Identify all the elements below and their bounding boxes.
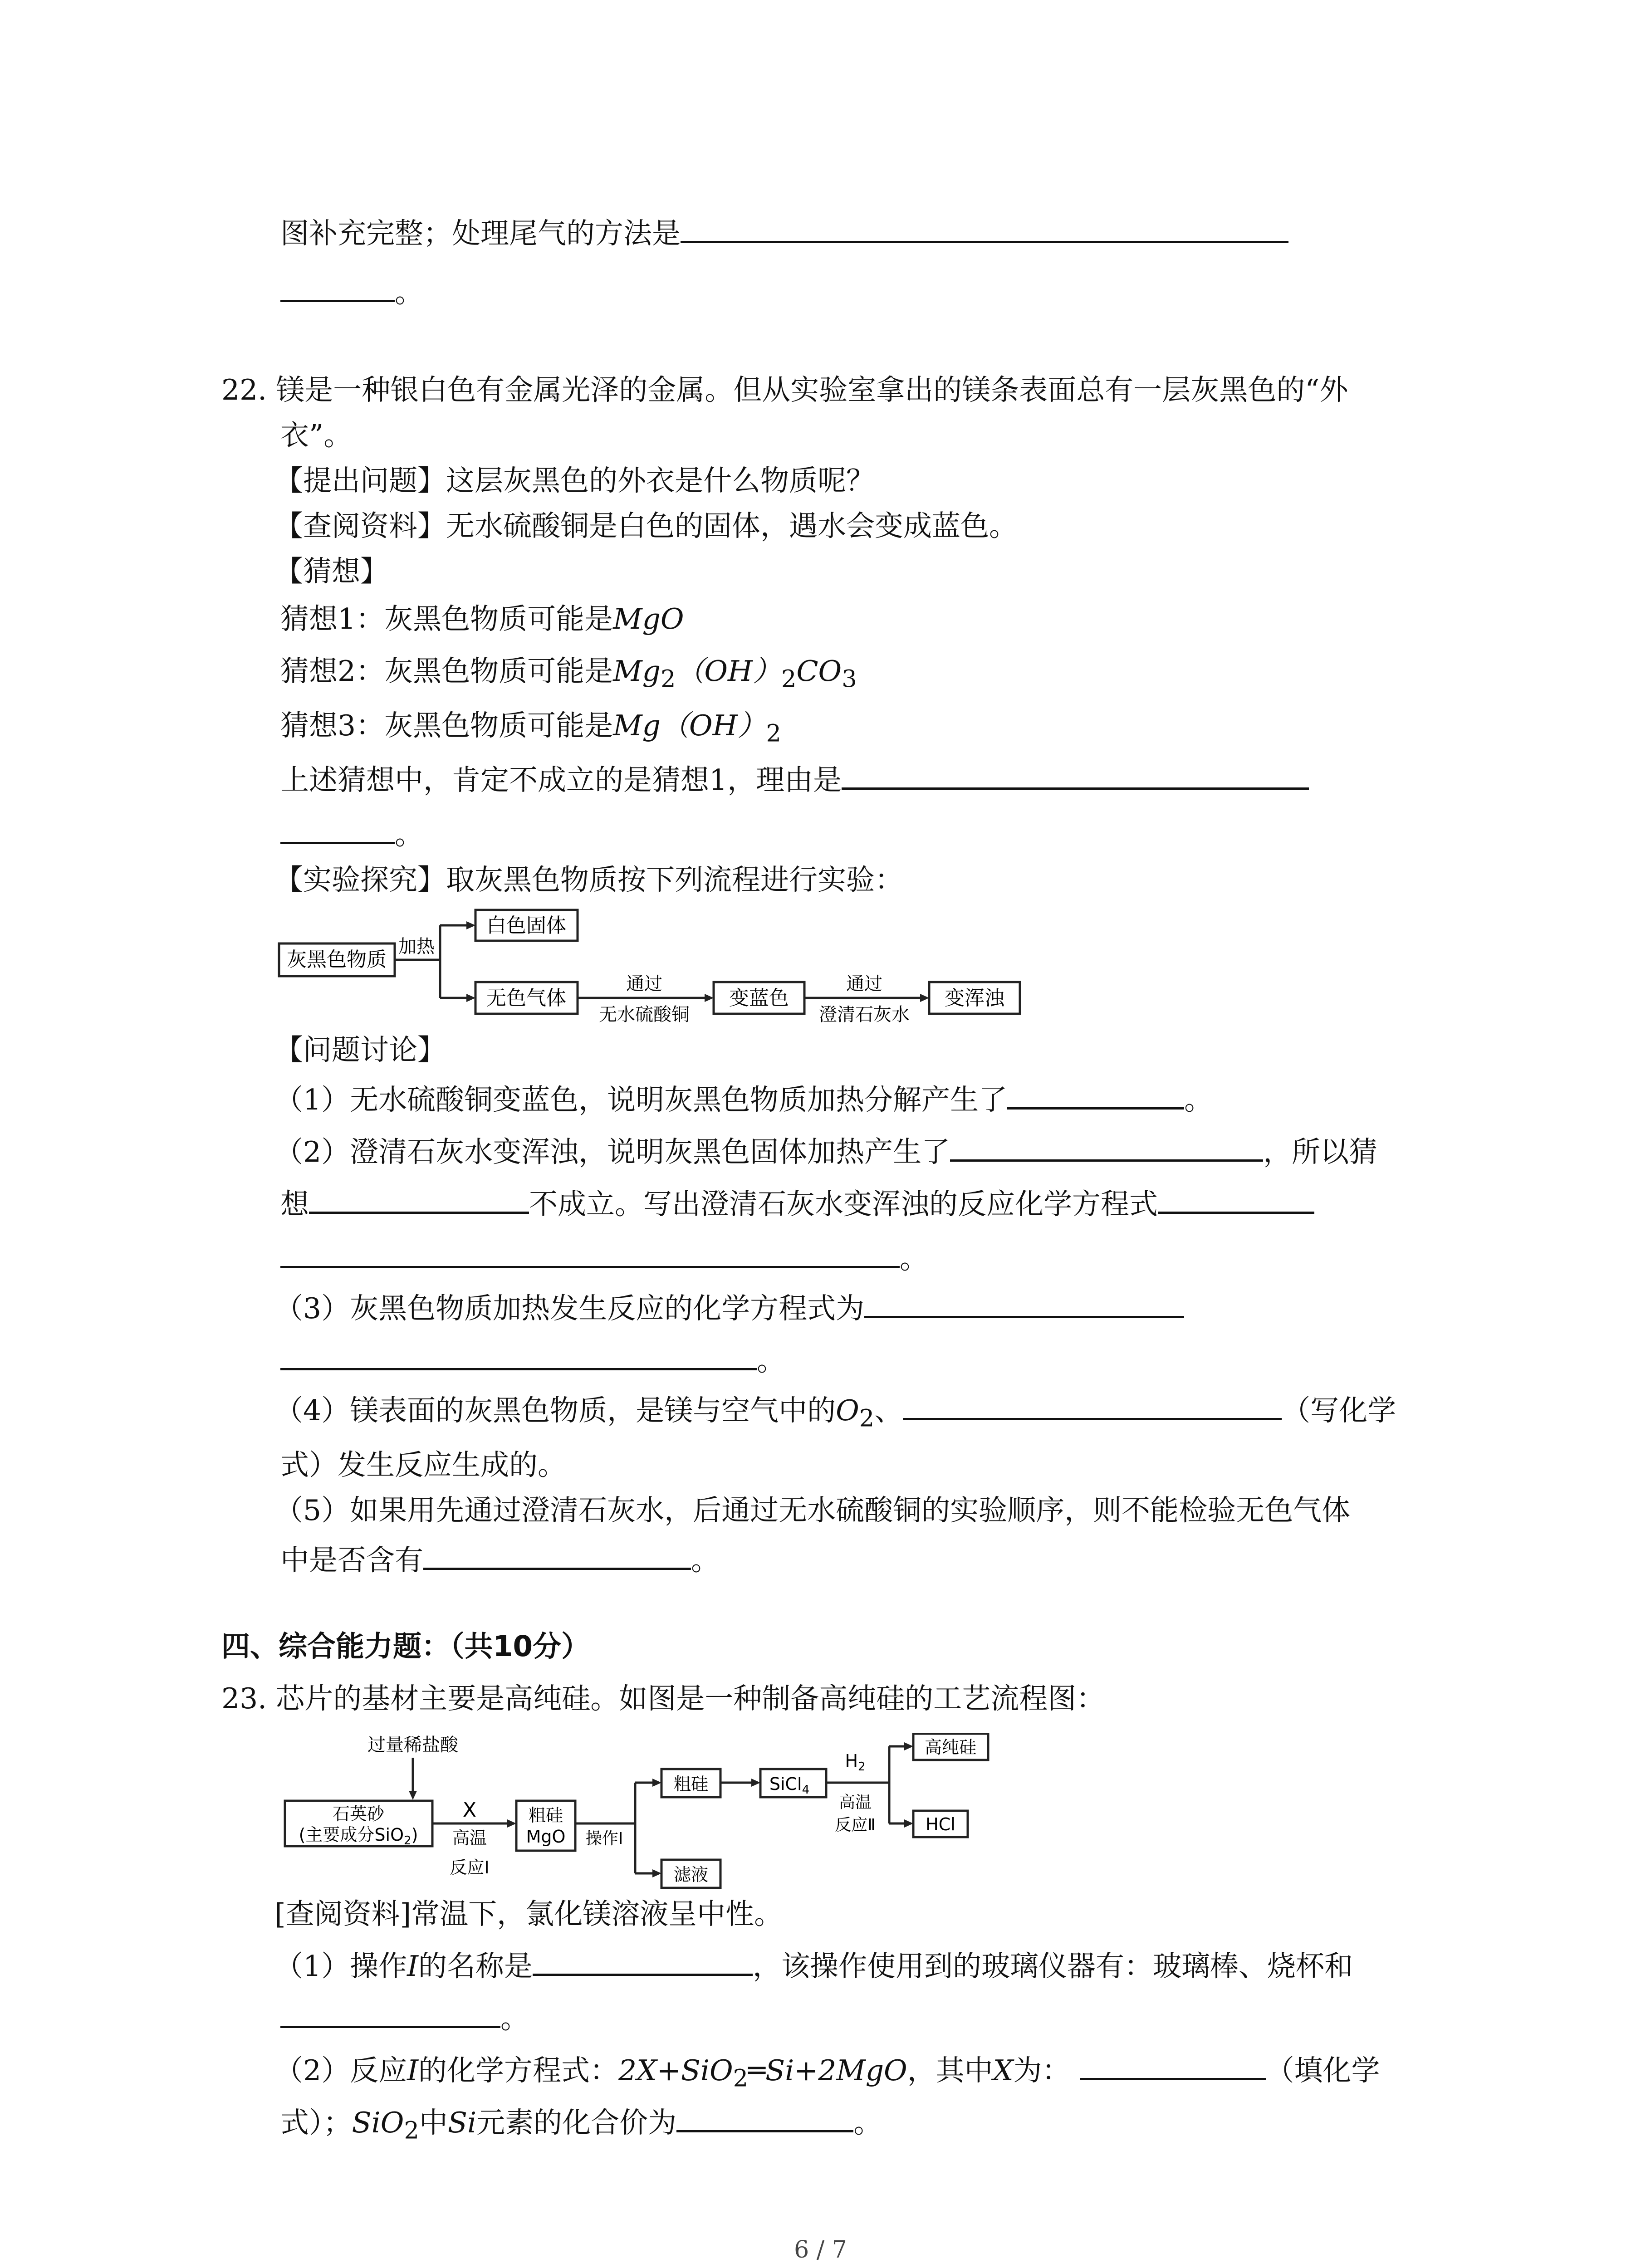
top-line-2: 。 bbox=[280, 274, 423, 311]
svg-text:高温: 高温 bbox=[838, 1793, 872, 1812]
svg-text:滤液: 滤液 bbox=[673, 1865, 709, 1885]
svg-text:无色气体: 无色气体 bbox=[486, 987, 566, 1010]
answer-blank[interactable] bbox=[280, 1243, 900, 1268]
q22-intro-line-2: 衣”。 bbox=[280, 419, 353, 452]
svg-text:反应Ⅱ: 反应Ⅱ bbox=[835, 1816, 876, 1834]
svg-text:X: X bbox=[462, 1799, 477, 1822]
top-line-1: 图补充完整；处理尾气的方法是 bbox=[280, 215, 1288, 252]
q22-info: 【查阅资料】无水硫酸铜是白色的固体，遇水会变成蓝色。 bbox=[274, 509, 1018, 543]
answer-blank[interactable] bbox=[423, 1545, 691, 1570]
svg-text:操作Ⅰ: 操作Ⅰ bbox=[585, 1829, 623, 1848]
svg-text:(主要成分SiO2): (主要成分SiO$_2$) bbox=[299, 1825, 418, 1848]
svg-text:变浑浊: 变浑浊 bbox=[945, 987, 1004, 1010]
answer-blank[interactable] bbox=[280, 2003, 500, 2028]
answer-blank[interactable] bbox=[1158, 1189, 1314, 1214]
answer-blank[interactable] bbox=[1007, 1085, 1184, 1110]
svg-text:澄清石灰水: 澄清石灰水 bbox=[819, 1004, 910, 1025]
q23-part-1-line-2: 。 bbox=[280, 2000, 529, 2037]
answer-blank[interactable] bbox=[1080, 2055, 1266, 2080]
q22-part-2-line-3: 。 bbox=[280, 1241, 928, 1277]
q23-info: [查阅资料]常温下，氯化镁溶液呈中性。 bbox=[274, 1897, 783, 1931]
q22-guess-1: 猜想1：灰黑色物质可能是MgO bbox=[280, 602, 684, 635]
svg-text:MgO: MgO bbox=[526, 1827, 566, 1847]
question-number: 23. bbox=[221, 1682, 267, 1715]
svg-text:HCl: HCl bbox=[926, 1814, 955, 1834]
svg-text:无水硫酸铜: 无水硫酸铜 bbox=[599, 1004, 690, 1025]
svg-text:H2: $H_2$ bbox=[845, 1751, 866, 1774]
q22-part-5-line-1: （5）如果用先通过澄清石灰水，后通过无水硫酸铜的实验顺序，则不能检验无色气体 bbox=[274, 1494, 1351, 1527]
answer-blank[interactable] bbox=[280, 277, 395, 302]
q22-part-3-line-2: 。 bbox=[280, 1343, 785, 1379]
q22-guess-2: 猜想2：灰黑色物质可能是$Mg_2(OH)_2CO_3$ bbox=[280, 655, 857, 693]
q22-intro-line-1: 22. 镁是一种银白色有金属光泽的金属。但从实验室拿出的镁条表面总有一层灰黑色的“外 bbox=[221, 373, 1348, 406]
q22-part-4-line-2: 式）发生反应生成的。 bbox=[280, 1448, 566, 1481]
q22-guess-3: 猜想3：灰黑色物质可能是$Mg(OH)_2$ bbox=[280, 709, 781, 748]
answer-blank[interactable] bbox=[533, 1951, 753, 1976]
q23-intro: 23. 芯片的基材主要是高纯硅。如图是一种制备高纯硅的工艺流程图： bbox=[221, 1682, 1105, 1715]
svg-text:过量稀盐酸: 过量稀盐酸 bbox=[367, 1735, 458, 1755]
q22-raise: 【提出问题】这层灰黑色的外衣是什么物质呢？ bbox=[274, 464, 875, 497]
page-number: 6 / 7 bbox=[794, 2236, 847, 2263]
q22-part-3-line-1: （3）灰黑色物质加热发生反应的化学方程式为 bbox=[274, 1290, 1184, 1327]
question-number: 22. bbox=[221, 373, 267, 406]
answer-blank[interactable] bbox=[309, 1189, 529, 1214]
svg-text:粗硅: 粗硅 bbox=[528, 1805, 563, 1825]
svg-text:粗硅: 粗硅 bbox=[673, 1774, 709, 1794]
q23-part-1-line-1: （1）操作I的名称是 ，该操作使用到的玻璃仪器有：玻璃棒、烧杯和 bbox=[274, 1950, 1353, 1983]
svg-text:石英砂: 石英砂 bbox=[332, 1804, 385, 1824]
q22-part-2-line-2: 想 不成立。写出澄清石灰水变浑浊的反应化学方程式 bbox=[280, 1186, 1314, 1222]
svg-text:反应Ⅰ: 反应Ⅰ bbox=[450, 1857, 490, 1877]
q22-part-2-line-1: （2）澄清石灰水变浑浊，说明灰黑色固体加热产生了 ，所以猜 bbox=[274, 1135, 1378, 1168]
svg-text:加热: 加热 bbox=[398, 936, 435, 957]
q22-flow-diagram bbox=[272, 907, 1066, 1034]
answer-blank[interactable] bbox=[864, 1293, 1184, 1318]
q22-reject-end: 。 bbox=[280, 816, 423, 853]
q23-part-2-line-2: 式）；SiO$_2$中Si元素的化合价为 。 bbox=[280, 2106, 882, 2145]
answer-blank[interactable] bbox=[280, 819, 395, 844]
answer-blank[interactable] bbox=[950, 1137, 1263, 1162]
q22-guess-head: 【猜想】 bbox=[274, 555, 389, 588]
svg-text:通过: 通过 bbox=[846, 973, 882, 994]
svg-text:白色固体: 白色固体 bbox=[486, 914, 566, 937]
answer-blank[interactable] bbox=[280, 1345, 757, 1370]
svg-text:灰黑色物质: 灰黑色物质 bbox=[287, 948, 387, 971]
answer-blank[interactable] bbox=[681, 218, 1288, 243]
svg-text:高纯硅: 高纯硅 bbox=[924, 1737, 977, 1757]
q22-part-5-line-2: 中是否含有 。 bbox=[280, 1544, 720, 1577]
svg-text:通过: 通过 bbox=[626, 973, 662, 994]
answer-blank[interactable] bbox=[676, 2107, 853, 2132]
svg-text:变蓝色: 变蓝色 bbox=[729, 987, 789, 1010]
q23-part-2-line-1: （2）反应I的化学方程式：2X+SiO$_2$═Si+2MgO，其中X为： （填化学 bbox=[274, 2054, 1380, 2092]
q22-part-4-line-1: （4）镁表面的灰黑色物质，是镁与空气中的$O_2$、 （写化学 bbox=[274, 1394, 1396, 1432]
svg-text:高温: 高温 bbox=[452, 1828, 487, 1848]
answer-blank[interactable] bbox=[903, 1395, 1282, 1420]
q22-explore: 【实验探究】取灰黑色物质按下列流程进行实验： bbox=[274, 863, 903, 896]
section-4-heading: 四、综合能力题：（共10分） bbox=[221, 1630, 590, 1663]
q22-part-1: （1）无水硫酸铜变蓝色，说明灰黑色物质加热分解产生了 。 bbox=[274, 1083, 1213, 1116]
svg-text:SiCl4: SiCl$_4$ bbox=[769, 1774, 810, 1797]
answer-blank[interactable] bbox=[842, 765, 1309, 790]
q23-flow-diagram bbox=[277, 1733, 1003, 1896]
q22-discuss: 【问题讨论】 bbox=[274, 1033, 446, 1066]
q22-reject: 上述猜想中，肯定不成立的是猜想1，理由是 bbox=[280, 762, 1309, 798]
